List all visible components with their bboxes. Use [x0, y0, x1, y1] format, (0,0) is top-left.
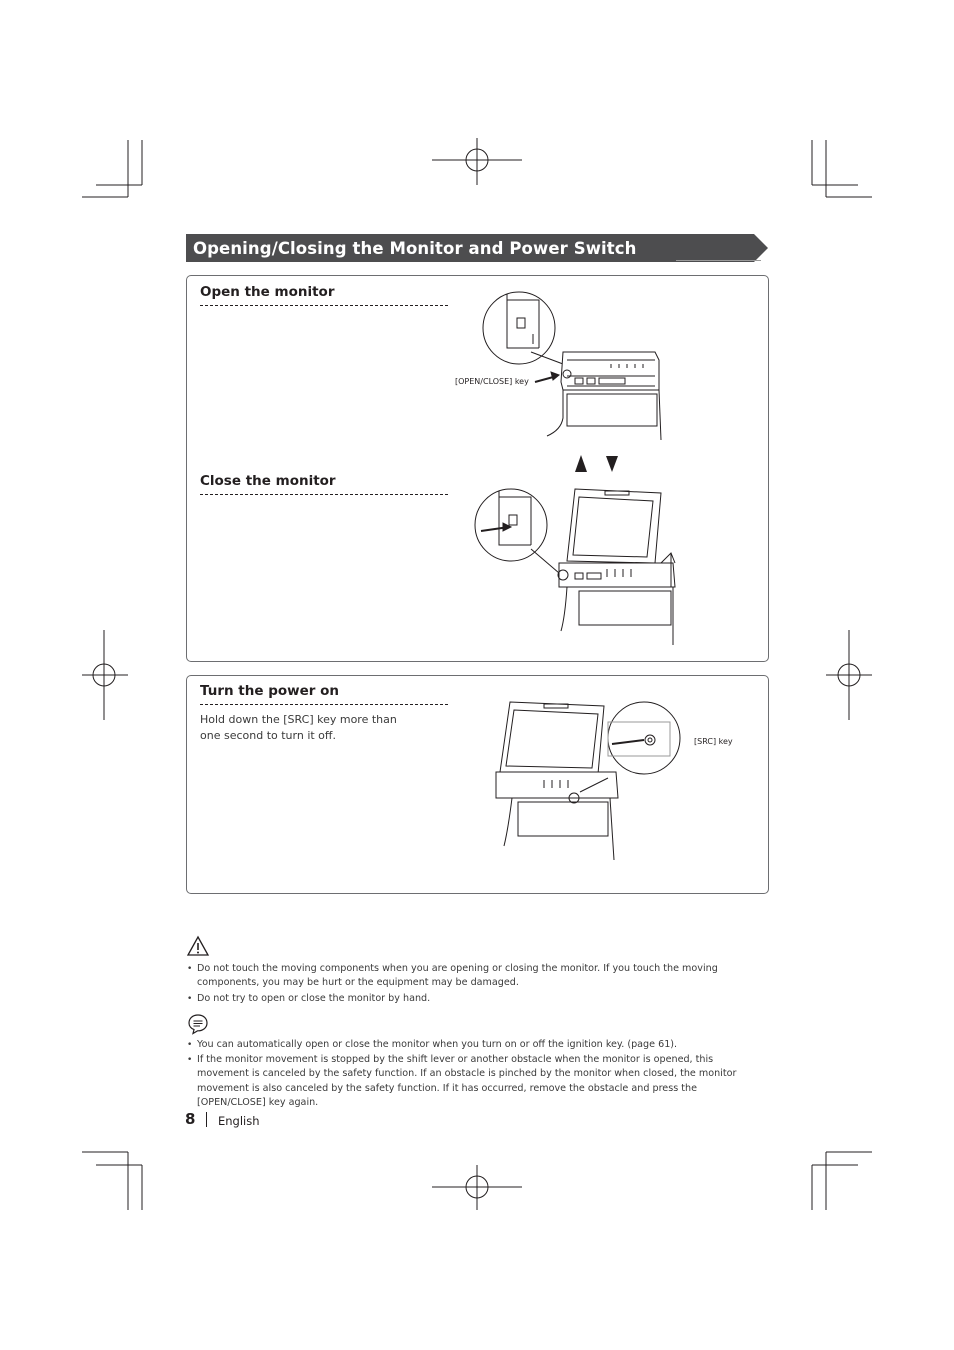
open-monitor-heading: Open the monitor	[200, 284, 335, 300]
page-title: Opening/Closing the Monitor and Power Switch	[193, 239, 637, 258]
list-item: • If the monitor movement is stopped by the shift lever or another obstacle when the monitor is opened, this movement is canceled by the safety function. If an obstacle is pinched by the monitor when closed, the monitor movement is also canceled by the safety function. If it has occurred, remove the obstacle and press the [OPEN/CLOSE] key again.	[187, 1053, 765, 1110]
note-list	[187, 1038, 765, 1110]
close-monitor-heading: Close the monitor	[200, 473, 336, 489]
warning-icon	[187, 936, 209, 956]
src-key-callout: [SRC] key	[694, 737, 733, 746]
section-divider	[200, 704, 448, 705]
power-illustration	[494, 700, 686, 860]
close-monitor-illustration	[475, 487, 685, 647]
open-monitor-illustration	[483, 290, 663, 440]
arrow-up-down-icon	[574, 455, 620, 473]
note-icon	[187, 1013, 209, 1035]
footer-divider	[206, 1112, 207, 1127]
caution-list	[187, 962, 765, 1007]
open-close-key-callout: [OPEN/CLOSE] key	[455, 377, 529, 386]
section-divider	[200, 305, 448, 306]
list-item: • Do not touch the moving components when you are opening or closing the monitor. If you touch the moving components, you may be hurt or the equipment may be damaged.	[187, 962, 765, 990]
section-divider	[200, 494, 448, 495]
power-heading: Turn the power on	[200, 683, 340, 699]
list-item: • You can automatically open or close the monitor when you turn on or off the ignition key. (page 61).	[187, 1038, 765, 1052]
page-number: 8	[185, 1110, 196, 1128]
power-description: Hold down the [SRC] key more than one second to turn it off.	[200, 713, 397, 742]
page-language: English	[218, 1114, 260, 1128]
list-item: • Do not try to open or close the monitor by hand.	[187, 992, 765, 1006]
